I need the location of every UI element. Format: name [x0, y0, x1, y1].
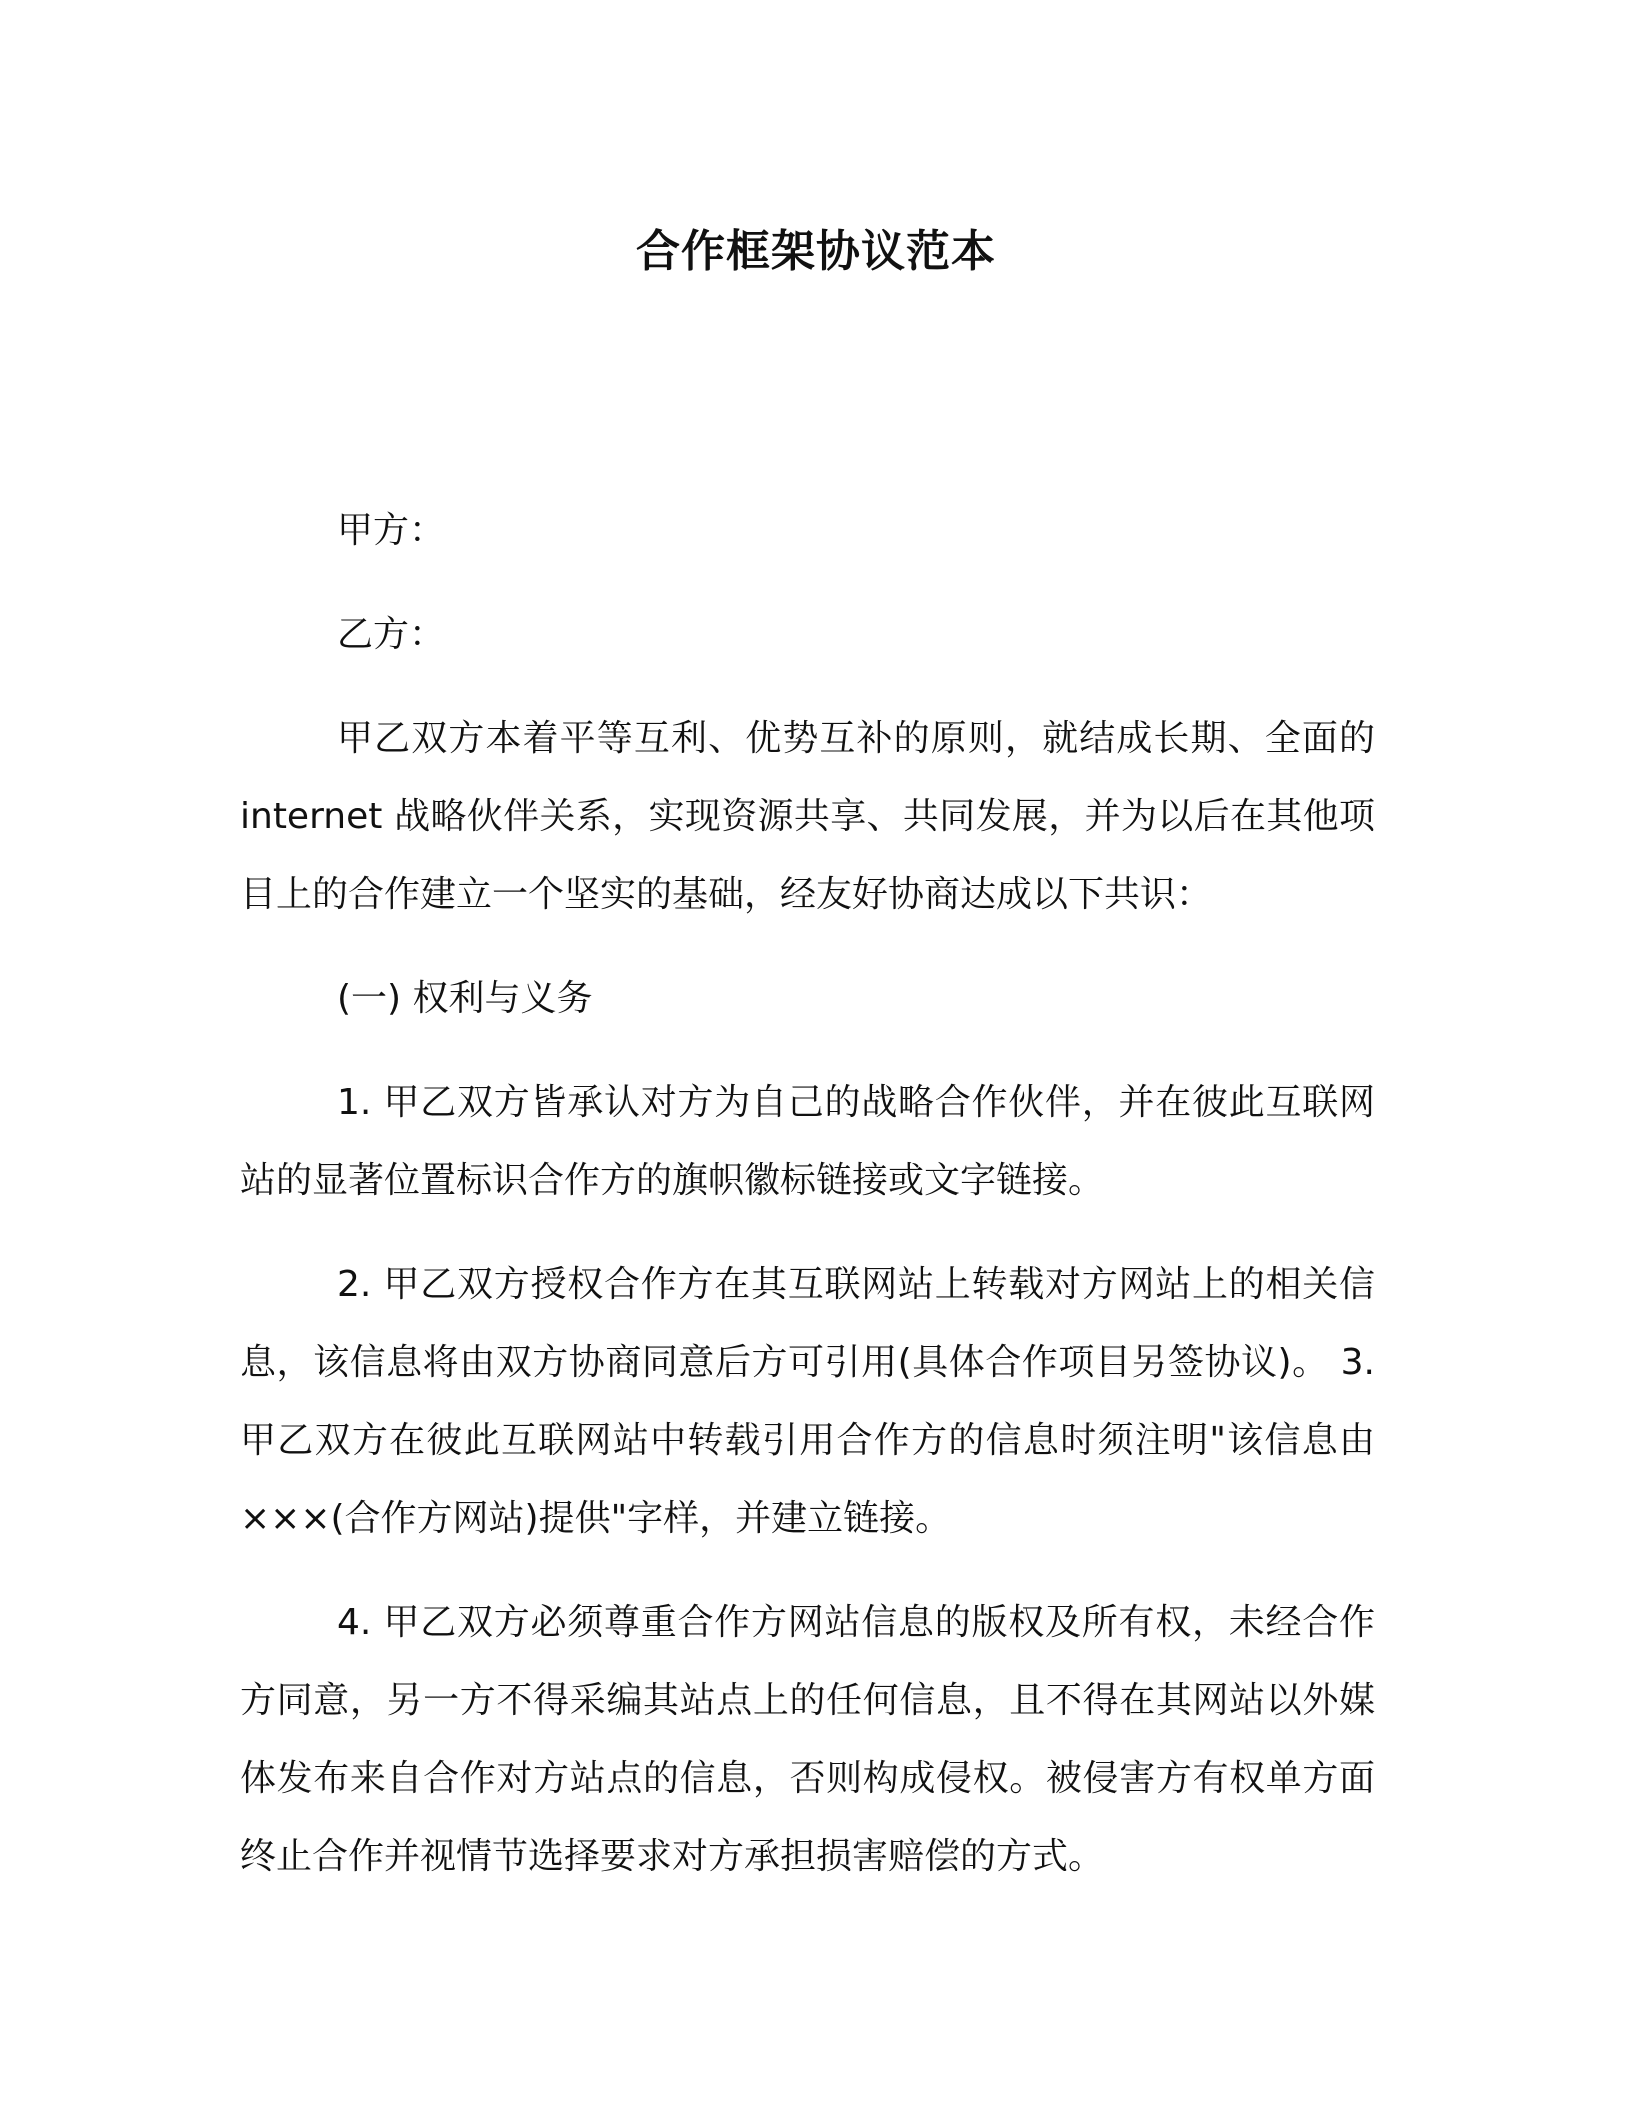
- document-body: [240, 492, 1375, 1922]
- clause-1-paragraph: 1. 甲乙双方皆承认对方为自己的战略合作伙伴，并在彼此互联网站的显著位置标识合作方的旗帜徽标链接或文字链接。: [240, 1082, 1375, 1201]
- document-title: 合作框架协议范本: [636, 226, 996, 277]
- clause-2-3-paragraph: 2. 甲乙双方授权合作方在其互联网站上转载对方网站上的相关信息，该信息将由双方协商同意后方可引用(具体合作项目另签协议)。 3. 甲乙双方在彼此互联网站中转载引用合作方的信息时须注明"该信息由×××(合作方网站)提供"字样，并建立链接。: [240, 1264, 1375, 1539]
- clause-4-paragraph: 4. 甲乙双方必须尊重合作方网站信息的版权及所有权，未经合作方同意，另一方不得采编其站点上的任何信息，且不得在其网站以外媒 体发布来自合作对方站点的信息，否则构成侵权。被侵害方有权单方面终止合作并视情节选择要求对方承担损害赔偿的方式。: [240, 1602, 1375, 1877]
- party-b-line: 乙方：: [337, 614, 446, 655]
- intro-paragraph: 甲乙双方本着平等互利、优势互补的原则，就结成长期、全面的 internet 战略伙伴关系，实现资源共享、共同发展，并为以后在其他项目上的合作建立一个坚实的基础，经友好协商达成以下共识：: [240, 718, 1375, 915]
- party-a-line: 甲方：: [337, 510, 446, 551]
- section-heading: (一) 权利与义务: [337, 978, 593, 1019]
